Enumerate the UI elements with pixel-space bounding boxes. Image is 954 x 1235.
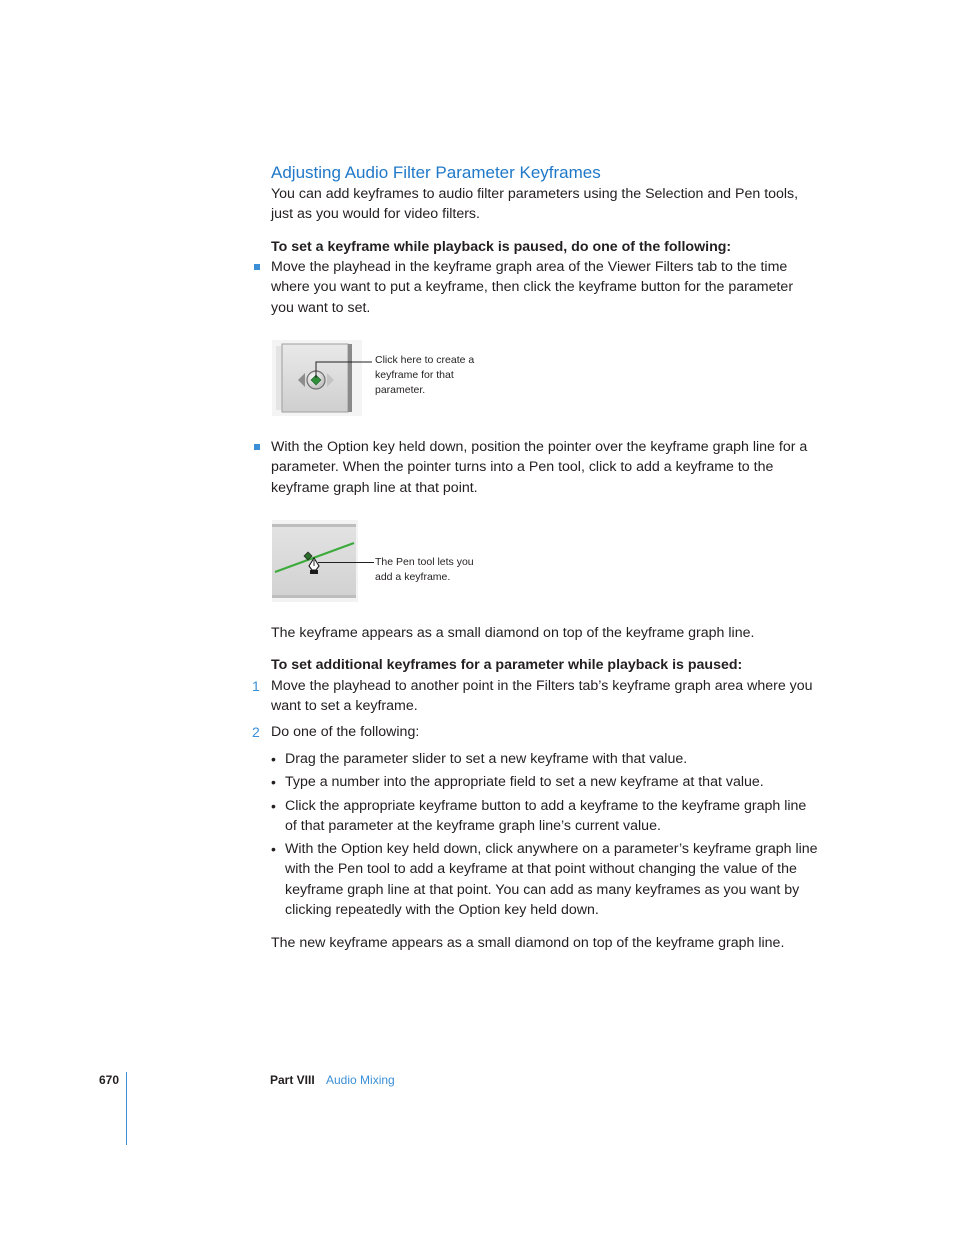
step-number: 2 <box>252 724 260 740</box>
sub-bullet-line: clicking repeatedly with the Option key held down. <box>285 902 599 919</box>
step-line: Do one of the following: <box>271 724 420 740</box>
sub-bullet-text <box>285 839 830 921</box>
step-line: want to set a keyframe. <box>271 698 418 715</box>
bullet-text <box>271 257 831 318</box>
intro-line: just as you would for video filters. <box>271 206 480 223</box>
callout-text <box>375 353 474 398</box>
closing-paragraph: The new keyframe appears as a small diamond on top of the keyframe graph line. <box>271 935 785 951</box>
footer-section-link[interactable]: Audio Mixing <box>326 1073 395 1087</box>
result-paragraph: The keyframe appears as a small diamond on top of the keyframe graph line. <box>271 625 755 641</box>
callout-leader <box>318 556 376 570</box>
sub-bullet-text <box>285 796 830 837</box>
sub-bullet-text <box>285 772 830 792</box>
callout-line: The Pen tool lets you <box>375 556 474 568</box>
bullet-line: Move the playhead in the keyframe graph area of the Viewer Filters tab to the time <box>271 259 788 275</box>
sub-bullet-dot: • <box>271 798 276 814</box>
task-title: To set a keyframe while playback is paused, do one of the following: <box>271 239 732 255</box>
intro-line: You can add keyframes to audio filter parameters using the Selection and Pen tools, <box>271 186 799 202</box>
callout-line: parameter. <box>375 384 426 396</box>
footer-divider <box>126 1072 127 1145</box>
sub-bullet-line: Click the appropriate keyframe button to add a keyframe to the keyframe graph line <box>285 798 807 814</box>
bullet-marker <box>254 264 260 270</box>
bullet-line: With the Option key held down, position the pointer over the keyframe graph line for a <box>271 439 808 455</box>
sub-bullet-line: with the Pen tool to add a keyframe at that point without changing the value of the <box>285 861 797 878</box>
step-line: Move the playhead to another point in the Filters tab’s keyframe graph area where you <box>271 678 813 694</box>
section-heading: Adjusting Audio Filter Parameter Keyframes <box>271 163 601 182</box>
sub-bullet-line: With the Option key held down, click anywhere on a parameter’s keyframe graph line <box>285 841 818 857</box>
task-title: To set additional keyframes for a parameter while playback is paused: <box>271 657 743 673</box>
sub-bullet-dot: • <box>271 841 276 857</box>
callout-text <box>375 555 474 585</box>
sub-bullet-text <box>285 749 830 769</box>
intro-paragraph <box>271 184 831 225</box>
page-number: 670 <box>99 1073 120 1087</box>
step-number: 1 <box>252 678 260 694</box>
bullet-line: where you want to put a keyframe, then click the keyframe button for the parameter <box>271 279 794 296</box>
bullet-text <box>271 437 841 498</box>
step-text <box>271 676 831 717</box>
sub-bullet-line: Drag the parameter slider to set a new keyframe with that value. <box>285 751 688 767</box>
bullet-line: keyframe graph line at that point. <box>271 479 478 496</box>
bullet-line: parameter. When the pointer turns into a Pen tool, click to add a keyframe to the <box>271 459 774 476</box>
callout-line: Click here to create a <box>375 354 475 366</box>
sub-bullet-line: Type a number into the appropriate field to set a new keyframe at that value. <box>285 774 764 790</box>
callout-line: keyframe for that <box>375 369 454 381</box>
bullet-line: you want to set. <box>271 299 371 316</box>
sub-bullet-dot: • <box>271 751 276 767</box>
step-text <box>271 722 831 742</box>
sub-bullet-line: of that parameter at the keyframe graph line’s current value. <box>285 818 661 835</box>
sub-bullet-line: keyframe graph line at that point. You can add as many keyframes as you want by <box>285 881 800 898</box>
sub-bullet-dot: • <box>271 774 276 790</box>
bullet-marker <box>254 444 260 450</box>
footer-part-label: Part VIII <box>270 1073 315 1087</box>
callout-leader <box>314 344 376 384</box>
callout-line: add a keyframe. <box>375 571 451 583</box>
